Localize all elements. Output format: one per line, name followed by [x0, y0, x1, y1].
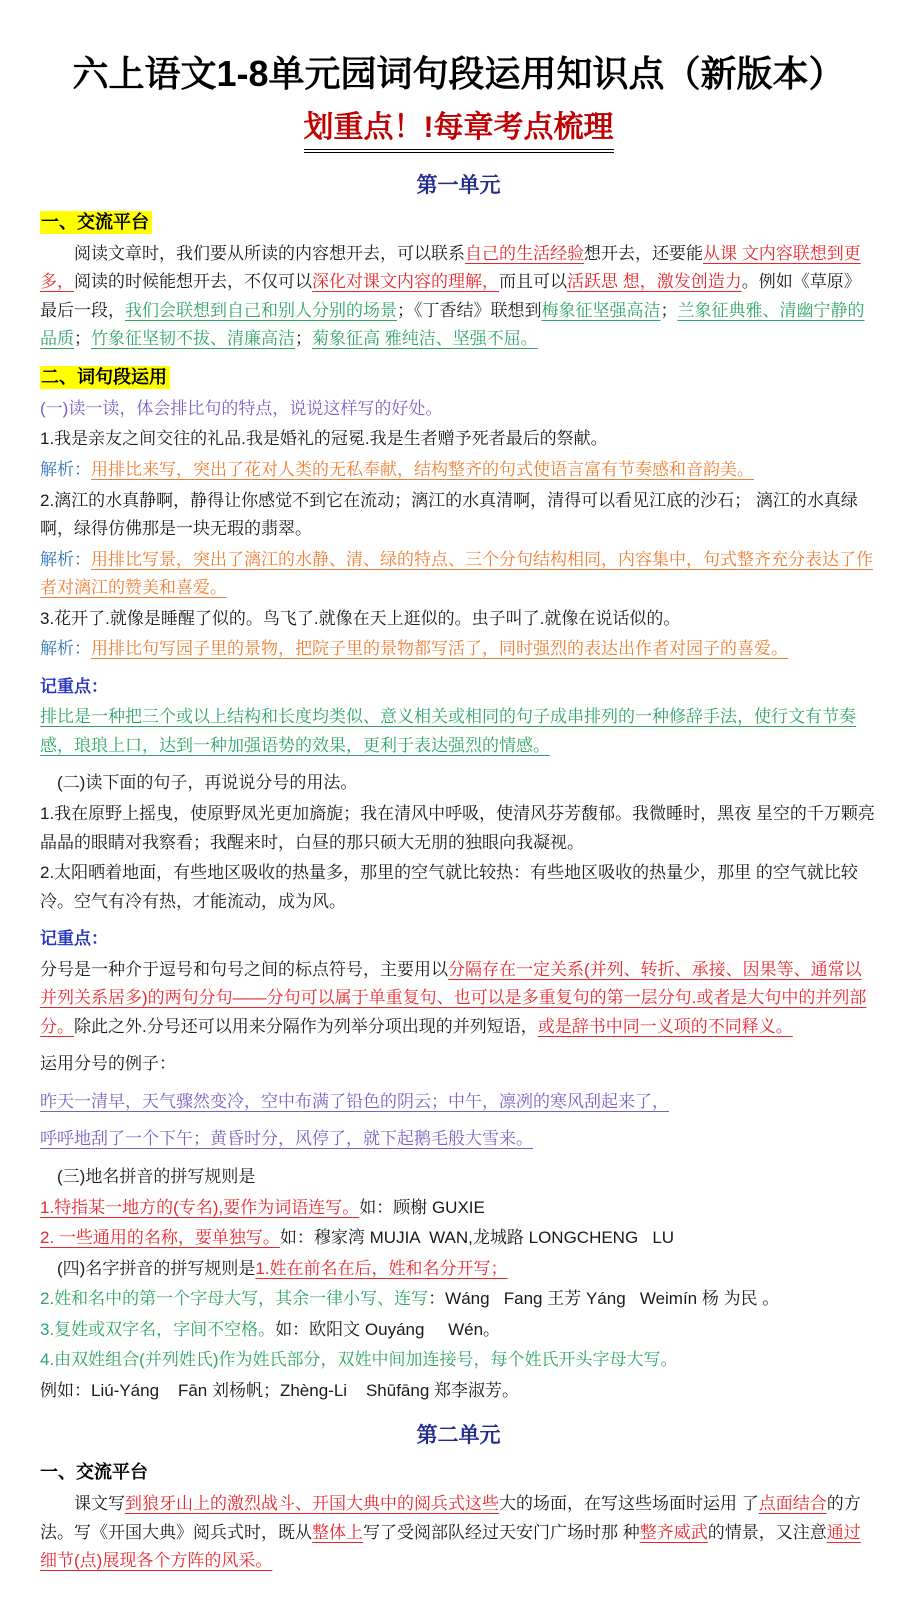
text-segment: 解析： [40, 459, 91, 479]
paragraph [40, 487, 877, 544]
text-segment: 的方法。写《开国大典》阅兵式时，既从 [40, 1494, 861, 1542]
highlighted-heading-text: 二、词句段运用 [40, 366, 170, 389]
text-segment: 2. 一些通用的名称，要单独写。 [40, 1228, 280, 1248]
text-segment: 如：顾榭 GUXIE [359, 1197, 485, 1217]
text-segment: 竹象征坚韧不拔、清廉高洁 [91, 329, 295, 349]
text-segment: 3.花开了.就像是睡醒了似的。鸟飞了.就像在天上逛似的。虫子叫了.就像在说话似的。 [40, 608, 681, 628]
text-segment: 1.我是亲友之间交往的礼品.我是婚礼的冠冕.我是生者赠予死者最后的祭献。 [40, 429, 608, 449]
paragraph [40, 1125, 877, 1154]
text-segment: 深化对课文内容的理解， [312, 272, 499, 292]
paragraph [40, 800, 877, 857]
paragraph [40, 925, 877, 954]
page-title: 六上语文1-8单元园词句段运用知识点（新版本） [72, 53, 845, 94]
paragraph [40, 673, 877, 702]
text-segment: 4.由双姓组合(并列姓氏)作为姓氏部分，双姓中间加连接号，每个姓氏开头字母大写。 [40, 1350, 678, 1370]
text-segment: 活跃思 想，激发创造力 [567, 272, 742, 292]
text-segment: 运用分号的例子： [40, 1054, 176, 1074]
text-segment: 兰象征典雅、清幽宁静的品质 [40, 300, 865, 349]
text-segment: (四)名字拼音的拼写规则是 [57, 1258, 256, 1278]
paragraph [40, 1490, 877, 1576]
paragraph [40, 395, 877, 424]
text-segment: 的情景，又注意 [707, 1522, 827, 1542]
text-segment: 2.漓江的水真静啊，静得让你感觉不到它在流动；漓江的水真清啊，清得可以看见江底的沙石； 漓江的水真绿啊，绿得仿佛那是一块无瑕的翡翠。 [40, 490, 858, 539]
paragraph [40, 1316, 877, 1345]
text-segment: 解析： [40, 639, 91, 659]
page-subtitle-wrap [40, 109, 877, 153]
text-segment: 2.姓和名中的第一个字母大写，其余一律小写、连写 [40, 1289, 429, 1309]
text-segment: 大的场面，在写这些场面时运用 了 [499, 1494, 759, 1514]
paragraph [40, 1050, 877, 1079]
paragraph [40, 240, 877, 354]
text-segment: 到狼牙山上的激烈战斗、开国大典中的阅兵式这些 [125, 1494, 499, 1514]
text-segment: 记重点： [40, 929, 108, 949]
text-segment: 分号是一种介于逗号和句号之间的标点符号，主要用以 [40, 959, 448, 979]
highlighted-heading-text: 一、交流平台 [40, 211, 152, 234]
paragraph [40, 1285, 877, 1314]
paragraph [40, 1088, 877, 1117]
text-segment: 通过细节(点)展现各个方阵的风采。 [40, 1522, 861, 1571]
text-segment: 菊象征高 雅纯洁、坚强不屈。 [312, 329, 538, 349]
text-segment: ：Wáng Fang 王芳 Yáng Weimín 杨 为民 。 [428, 1289, 780, 1309]
text-segment: 用排比句写园子里的景物，把院子里的景物都写活了，同时强烈的表达出作者对园子的喜爱。 [91, 639, 788, 659]
text-segment: 用排比来写，突出了花对人类的无私奉献，结构整齐的句式使语言富有节奏感和音韵美。 [91, 459, 754, 479]
subsection-heading [40, 364, 877, 391]
text-segment: 而且可以 [499, 272, 567, 292]
text-segment: 我们会联想到自己和别人分别的场景 [125, 300, 397, 320]
text-segment: 如：欧阳文 Ouyáng Wén。 [275, 1319, 501, 1339]
text-segment: 写了受阅部队经过天安门广场时那 种 [363, 1522, 640, 1542]
paragraph [40, 1224, 877, 1253]
text-segment: 1.姓在前名在后，姓和名分开写； [255, 1258, 508, 1278]
text-segment: 解析： [40, 549, 91, 569]
text-segment: 整齐威武 [639, 1522, 708, 1542]
paragraph [40, 1346, 877, 1375]
paragraph [40, 456, 877, 485]
document-body [40, 169, 877, 1576]
text-segment: 点面结合 [758, 1494, 827, 1514]
text-segment: 昨天一清早，天气骤然变冷，空中布满了铅色的阴云；中午，凛冽的寒风刮起来了， [40, 1091, 669, 1111]
text-segment: 1.特指某一地方的(专名),要作为词语连写。 [40, 1197, 360, 1217]
paragraph [40, 1194, 877, 1223]
text-segment: (二)读下面的句子，再说说分号的用法。 [57, 773, 358, 793]
text-segment: 整体上 [312, 1522, 363, 1542]
text-segment: 3.复姓或双字名，字间不空格。 [40, 1319, 276, 1339]
text-segment: 阅读文章时，我们要从所读的内容想开去，可以联系 [74, 243, 465, 263]
section-title: 第一单元 [416, 173, 501, 197]
text-segment: 记重点： [40, 676, 108, 696]
text-segment: ；《丁香结》联想到 [397, 300, 542, 320]
paragraph [40, 1377, 877, 1406]
text-segment: 或是辞书中同一义项的不同释义。 [537, 1016, 793, 1036]
text-segment: 分隔存在一定关系(并列、转折、承接、因果等、通常以并列关系居多)的两句分句——分句可以属于单重复句、也可以是多重复句的第一层分句.或者是大句中的并列部分。 [40, 959, 867, 1036]
paragraph [40, 769, 877, 798]
page-subtitle: 划重点！!每章考点梳理 [304, 109, 614, 153]
text-segment: ； [660, 300, 678, 320]
text-segment: 。例如《草原》最后一段， [40, 272, 861, 320]
paragraph [40, 425, 877, 454]
text-segment: (一)读一读，体会排比句的特点，说说这样写的好处。 [40, 398, 443, 418]
text-segment: 课文写 [74, 1494, 125, 1514]
subsection-heading [40, 209, 877, 236]
text-segment: ； [295, 329, 312, 349]
paragraph [40, 1163, 877, 1192]
text-segment: 2.太阳晒着地面，有些地区吸收的热量多，那里的空气就比较热：有些地区吸收的热量少，那里 的空气就比较冷。空气有冷有热，才能流动，成为风。 [40, 863, 858, 911]
text-segment: 阅读的时候能想开去，不仅可以 [74, 272, 312, 292]
text-segment: 梅象征坚强高洁 [541, 300, 661, 320]
section-title: 第二单元 [416, 1424, 501, 1448]
text-segment: 例如：Liú-Yáng Fān 刘杨帆；Zhèng-Li Shūfāng 郑李淑芳。 [40, 1380, 520, 1400]
paragraph [40, 635, 877, 664]
text-segment: 用排比写景，突出了漓江的水静、清、绿的特点、三个分句结构相同，内容集中，句式整齐充分表达了作者对漓江的赞美和喜爱。 [40, 549, 873, 598]
text-segment: (三)地名拼音的拼写规则是 [57, 1167, 256, 1186]
text-segment: 除此之外.分号还可以用来分隔作为列举分项出现的并列短语， [74, 1016, 538, 1036]
paragraph [40, 703, 877, 760]
text-segment: 如：穆家湾 MUJIA WAN,龙城路 LONGCHENG LU [279, 1228, 675, 1248]
paragraph [40, 546, 877, 603]
text-segment: 排比是一种把三个或以上结构和长度均类似、意义相关或相同的句子成串排列的一种修辞手法，使行文有节奏感，琅琅上口，达到一种加强语势的效果，更利于表达强烈的情感。 [40, 707, 856, 755]
text-segment: 呼呼地刮了一个下午；黄昏时分，风停了，就下起鹅毛般大雪来。 [40, 1129, 533, 1149]
text-segment: 1.我在原野上摇曳，使原野凤光更加旖旎；我在清风中呼吸，使清风芬芳馥郁。我微睡时，黑夜 星空的千万颗亮晶晶的眼睛对我察看；我醒来时，白昼的那只硕大无朋的独眼向我凝视。 [40, 803, 875, 852]
paragraph [40, 956, 877, 1042]
paragraph [40, 859, 877, 916]
text-segment: ； [74, 329, 91, 349]
text-segment: 从课 文内容联想到更多， [40, 243, 861, 292]
text-segment: 想开去，还要能 [584, 243, 703, 263]
subsection-heading: 一、交流平台 [40, 1462, 148, 1483]
text-segment: 自己的生活经验 [465, 243, 584, 263]
paragraph [40, 1255, 877, 1284]
paragraph [40, 605, 877, 634]
